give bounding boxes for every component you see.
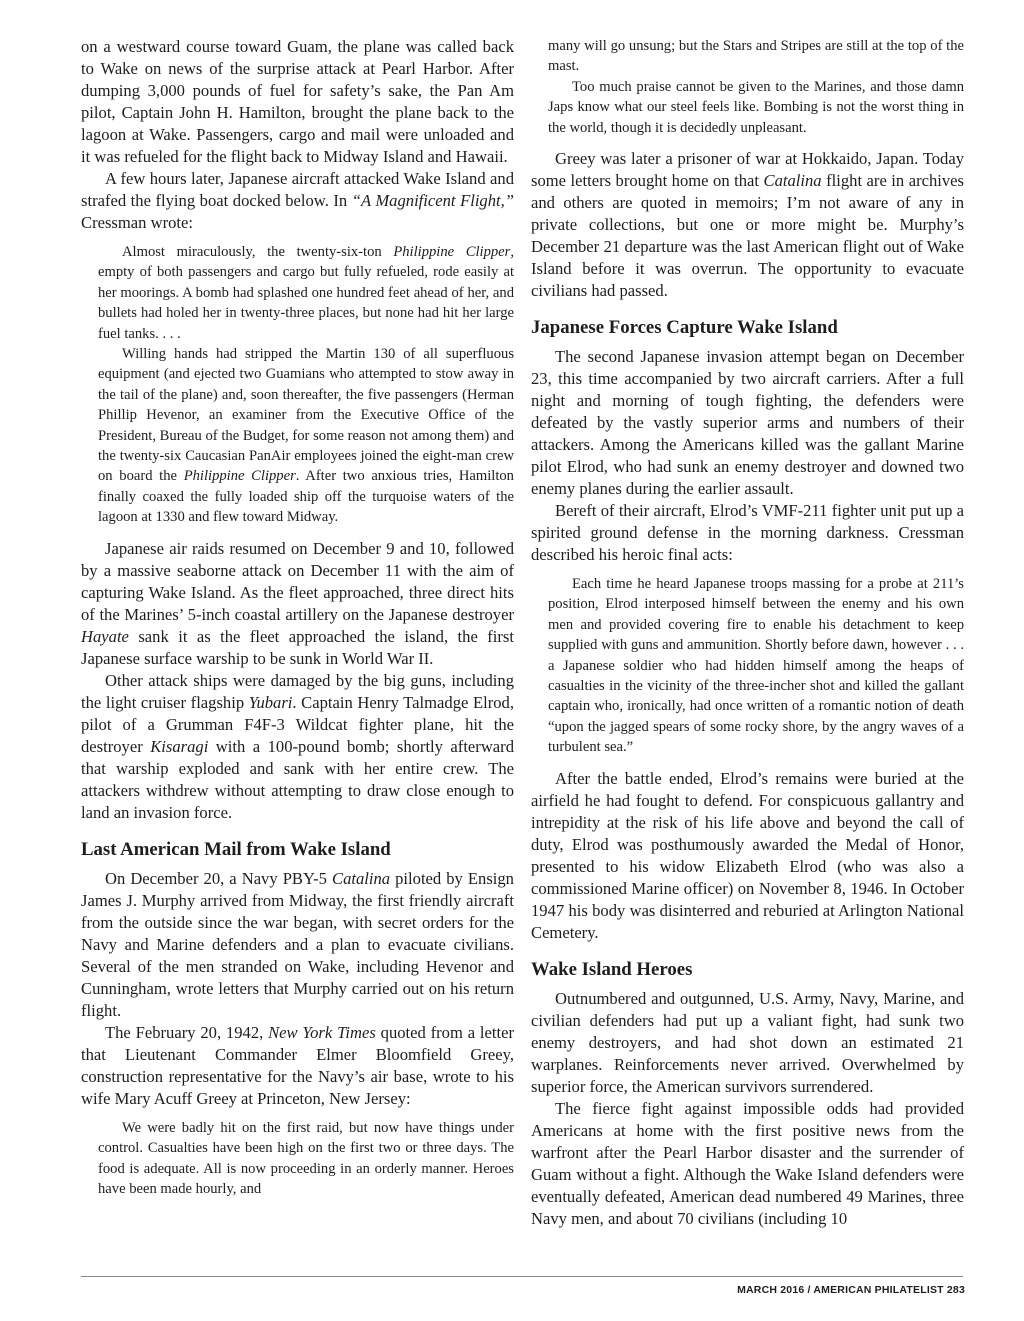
block-quote	[98, 1118, 514, 1200]
block-quote	[548, 574, 964, 758]
left-column	[81, 36, 514, 1209]
paragraph: Japanese air raids resumed on December 9 and 10, followed by a massive seaborne attack on December 11 with the aim of capturing Wake Island. As the fleet approached, three direct hits of the Marines’ 5-inch coastal artillery on the Japanese destroyer Hayate sank it as the fleet approached the island, the first Japanese surface warship to be sunk in World War II.	[81, 538, 514, 668]
paragraph: Greey was later a prisoner of war at Hokkaido, Japan. Today some letters brought home on that Catalina flight are in archives and others are quoted in memoirs; I’m not aware of any in private collections, but one or more might be. Murphy’s December 21 departure was the last American flight out of Wake Island before it was overrun. The opportunity to evacuate civilians had passed.	[531, 149, 964, 301]
paragraph: The second Japanese invasion attempt began on December 23, this time accompanied by two aircraft carriers. After a full night and morning of tough fighting, the defenders were defeated by the vastly superior arms and numbers of their attackers. Among the Americans killed was the gallant Marine pilot Elrod, who had sunk an enemy destroyer and downed two enemy planes during the earlier assault.	[531, 347, 964, 499]
section-heading: Wake Island Heroes	[531, 958, 693, 980]
paragraph: on a westward course toward Guam, the plane was called back to Wake on news of the surprise attack at Pearl Harbor. After dumping 3,000 pounds of fuel for safety’s sake, the Pan Am pilot, Captain John H. Hamilton, brought the plane back to the lagoon at Wake. Passengers, cargo and mail were unloaded and it was refueled for the flight back to Midway Island and Hawaii.	[81, 37, 514, 166]
paragraph: A few hours later, Japanese aircraft attacked Wake Island and strafed the flying boat docked below. In “A Magnificent Flight,” Cressman wrote:	[81, 169, 515, 232]
paragraph: On December 20, a Navy PBY-5 Catalina piloted by Ensign James J. Murphy arrived from Midway, the first friendly aircraft from the outside since the war began, with secret orders for the Navy and Marine defenders and a plan to evacuate civilians. Several of the men stranded on Wake, including Hevenor and Cunningham, wrote letters that Murphy carried out on his return flight.	[81, 868, 514, 1020]
section-heading: Last American Mail from Wake Island	[81, 838, 391, 860]
quote-paragraph: Willing hands had stripped the Martin 130 of all superfluous equipment (and ejected two Guamians who attempted to stow away in the tail of the plane) and, soon thereafter, the five passengers (Herman Phillip Hevenor, an examiner from the Executive Office of the President, Bureau of the Budget, for some reason not among them) and the twenty-six Caucasian PanAir employees joined the eight-man crew on board the Philippine Clipper. After two anxious tries, Hamilton finally coaxed the fully loaded ship off the turquoise waters of the lagoon at 1330 and flew toward Midway.	[98, 346, 514, 526]
quote-paragraph: many will go unsung; but the Stars and Stripes are still at the top of the mast.	[548, 38, 964, 75]
paragraph: The fierce fight against impossible odds had provided Americans at home with the first positive news from the warfront after the Pearl Harbor disaster and the surrender of Guam without a fight. Although the Wake Island defenders were eventually defeated, American dead numbered 49 Marines, three Navy men, and about 70 civilians (including 10	[531, 1098, 964, 1228]
paragraph: Other attack ships were damaged by the big guns, including the light cruiser flagship Yubari. Captain Henry Talmadge Elrod, pilot of a Grumman F4F-3 Wildcat fighter plane, hit the destroyer Kisaragi with a 100-pound bomb; shortly afterward that warship exploded and sank with her entire crew. The attackers withdrew without attempting to draw close enough to land an invasion force.	[81, 670, 514, 822]
paragraph: Bereft of their aircraft, Elrod’s VMF-211 fighter unit put up a spirited ground defense in the morning darkness. Cressman described his heroic final acts:	[531, 501, 964, 565]
quote-paragraph: We were badly hit on the first raid, but now have things under control. Casualties have been high on the first two or three days. The food is adequate. All is now proceeding in an orderly manner. Heroes have been made hourly, and	[98, 1119, 514, 1197]
block-quote	[98, 242, 514, 528]
block-quote	[548, 36, 964, 138]
section-heading: Japanese Forces Capture Wake Island	[531, 317, 838, 339]
footer-rule	[81, 1276, 963, 1277]
paragraph: After the battle ended, Elrod’s remains were buried at the airfield he had fought to defend. For conspicuous gallantry and intrepidity at the risk of his life above and beyond the call of duty, Elrod was posthumously awarded the Medal of Honor, presented to his widow Elizabeth Elrod (who was also a commissioned Marine officer) on November 8, 1946. In October 1947 his body was disinterred and reburied at Arlington National Cemetery.	[531, 768, 964, 942]
quote-paragraph: Each time he heard Japanese troops massing for a probe at 211’s position, Elrod interposed himself between the enemy and his own men and provided covering fire to enable his detachment to keep supplied with guns and ammunition. Shortly before dawn, however . . . a Japanese soldier who had hidden himself among the heaps of casualties in the vicinity of the three-incher shot and killed the gallant captain who, ironically, had once written of a romantic notion of death “upon the jagged spears of some rocky shore, by the angry waves of a turbulent sea.”	[548, 576, 964, 756]
right-column	[531, 36, 964, 1230]
quote-paragraph: Too much praise cannot be given to the Marines, and those damn Japs know what our steel feels like. Bombing is not the worst thing in the world, though it is decidedly unpleasant.	[548, 78, 964, 136]
page-footer: MARCH 2016 / AMERICAN PHILATELIST 283	[737, 1284, 965, 1296]
paragraph: The February 20, 1942, New York Times quoted from a letter that Lieutenant Commander Elmer Bloomfield Greey, construction representative for the Navy’s air base, wrote to his wife Mary Acuff Greey at Princeton, New Jersey:	[81, 1022, 514, 1108]
quote-paragraph: Almost miraculously, the twenty-six-ton Philippine Clipper, empty of both passengers and cargo but fully refueled, rode easily at her moorings. A bomb had splashed one hundred feet ahead of her, and bullets had holed her in twenty-three places, but none had hit her large fuel tanks. . . .	[98, 244, 514, 342]
paragraph: Outnumbered and outgunned, U.S. Army, Navy, Marine, and civilian defenders had put up a valiant fight, had sunk two enemy destroyers, and had shot down an estimated 21 warplanes. Reinforcements never arrived. Overwhelmed by superior force, the American survivors surrendered.	[531, 988, 964, 1096]
